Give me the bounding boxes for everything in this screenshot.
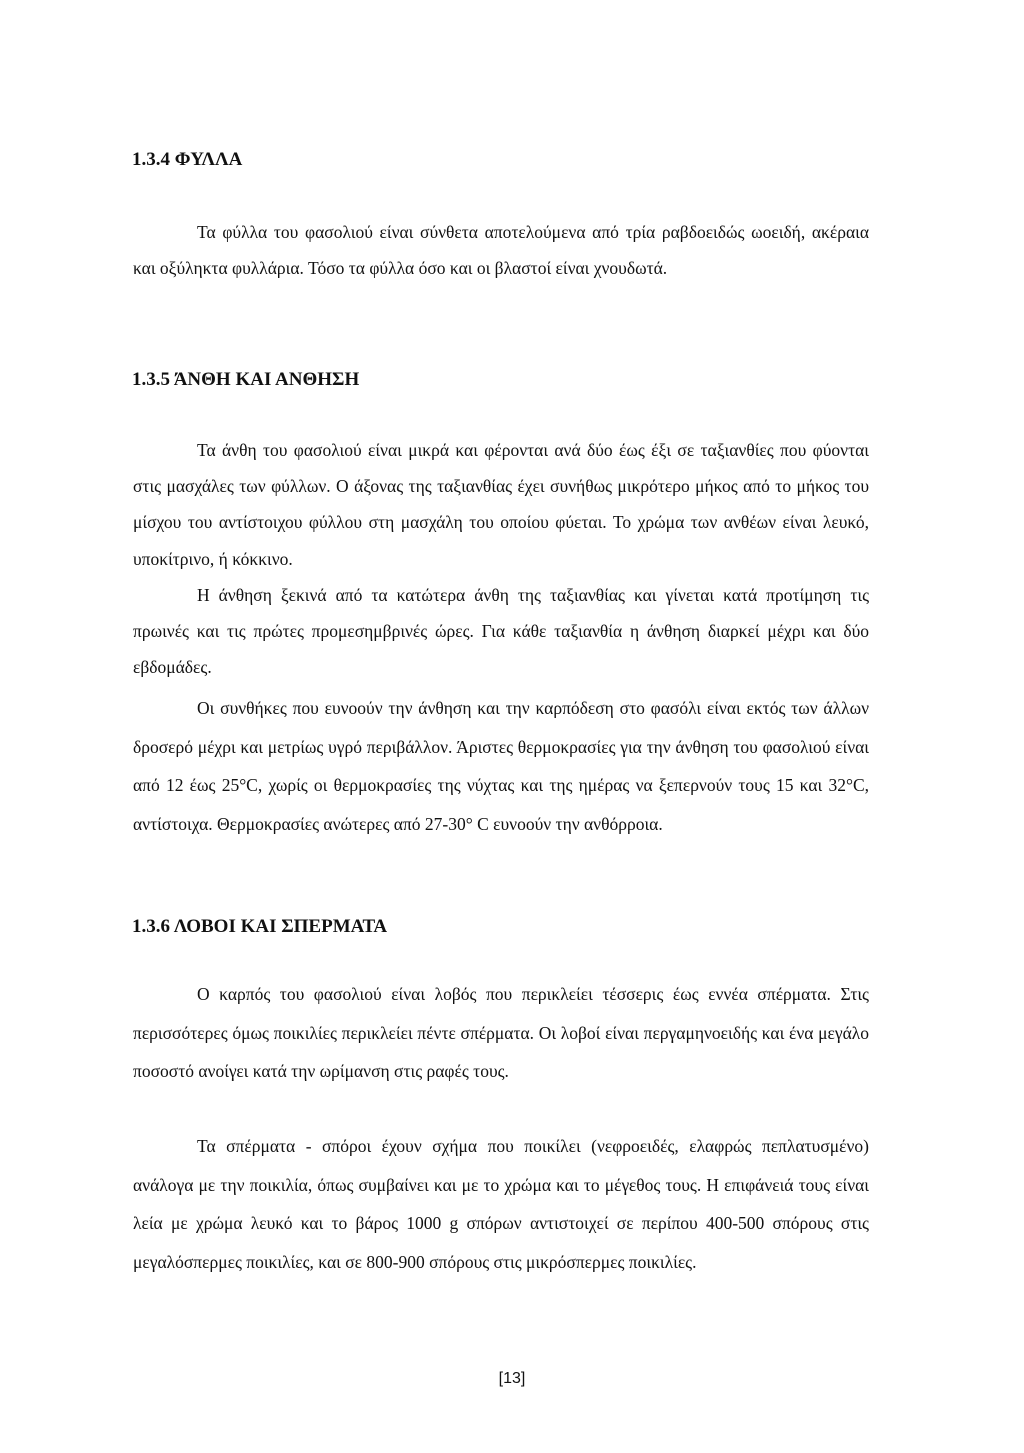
section-heading-flowers: 1.3.5 ΆΝΘΗ ΚΑΙ ΑΝΘΗΣΗ: [132, 369, 360, 390]
paragraph-leaves: Τα φύλλα του φασολιού είναι σύνθετα αποτελούμενα από τρία ραβδοειδώς ωοειδή, ακέραια και οξύληκτα φυλλάρια. Τόσο τα φύλλα όσο και οι βλαστοί είναι χνουδωτά.: [133, 222, 869, 279]
section-heading-leaves: 1.3.4 ΦΥΛΛΑ: [132, 149, 243, 170]
paragraph-flowering-conditions: Οι συνθήκες που ευνοούν την άνθηση και την καρπόδεση στο φασόλι είναι εκτός των άλλων δροσερό μέχρι και μετρίως υγρό περιβάλλον. Άριστες θερμοκρασίες για την άνθηση του φασολιού είναι από 12 έως 25°C, χωρίς οι θερμοκρασίες της νύχτας και της ημέρας να ξεπερνούν τους 15 και 32°C, αντίστοιχα. Θερμοκρασίες ανώτερες από 27-30° C ευνοούν την ανθόρροια.: [133, 698, 869, 834]
page-number: [13]: [498, 1370, 526, 1387]
section-heading-pods-seeds: 1.3.6 ΛΟΒΟΙ ΚΑΙ ΣΠΕΡΜΑΤΑ: [132, 916, 388, 937]
paragraph-seeds: Τα σπέρματα - σπόροι έχουν σχήμα που ποικίλει (νεφροειδές, ελαφρώς πεπλατυσμένο) ανάλογα με την ποικιλία, όπως συμβαίνει και με το χρώμα και το μέγεθος τους. Η επιφάνειά τους είναι λεία με χρώμα λευκό και το βάρος 1000 g σπόρων αντιστοιχεί σε περίπου 400-500 σπόρους στις μεγαλόσπερμες ποικιλίες, και σε 800-900 σπόρους στις μικρόσπερμες ποικιλίες.: [133, 1136, 869, 1272]
paragraph-flowering-timing: Η άνθηση ξεκινά από τα κατώτερα άνθη της ταξιανθίας και γίνεται κατά προτίμηση τις πρωινές και τις πρώτες προμεσημβρινές ώρες. Για κάθε ταξιανθία η άνθηση διαρκεί μέχρι και δύο εβδομάδες.: [133, 585, 869, 678]
paragraph-flowers-description: Τα άνθη του φασολιού είναι μικρά και φέρονται ανά δύο έως έξι σε ταξιανθίες που φύονται στις μασχάλες των φύλλων. Ο άξονας της ταξιανθίας έχει συνήθως μικρότερο μήκος από το μήκος του μίσχου του αντίστοιχου φύλλου στη μασχάλη του οποίου φύεται. Το χρώμα των ανθέων είναι λευκό, υποκίτρινο, ή κόκκινο.: [133, 440, 869, 569]
paragraph-pods: Ο καρπός του φασολιού είναι λοβός που περικλείει τέσσερις έως εννέα σπέρματα. Στις περισσότερες όμως ποικιλίες περικλείει πέντε σπέρματα. Οι λοβοί είναι περγαμηνοειδής και ένα μεγάλο ποσοστό ανοίγει κατά την ωρίμανση στις ραφές τους.: [133, 984, 869, 1081]
